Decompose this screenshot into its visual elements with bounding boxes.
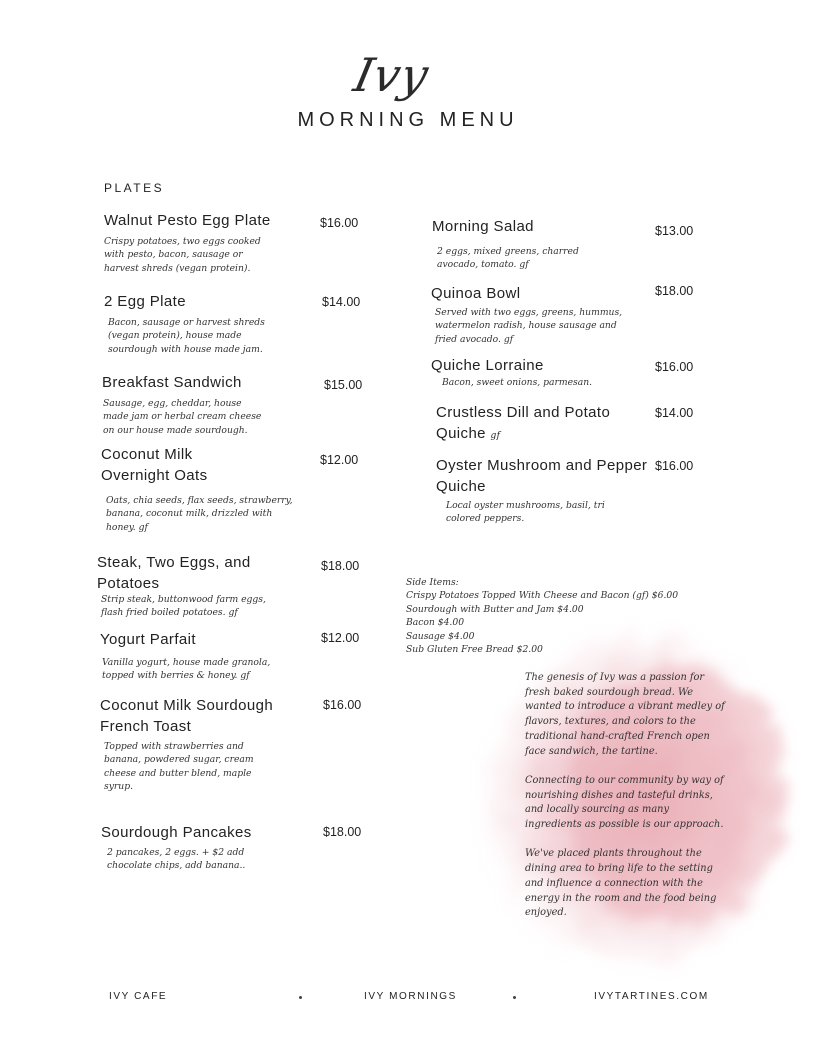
footer-website-link[interactable]: IVYTARTINES.COM xyxy=(594,991,709,1002)
item-name-oyster-mushroom-quiche: Oyster Mushroom and Pepper Quiche xyxy=(436,457,648,495)
item-price-quinoa-bowl: $18.00 xyxy=(655,284,694,298)
footer-tagline: IVY MORNINGS xyxy=(364,991,457,1002)
item-price-oyster-mushroom-quiche: $16.00 xyxy=(655,459,694,473)
gf-tag: gf xyxy=(490,431,501,441)
about-ivy-text xyxy=(525,671,725,936)
item-name-quiche-lorraine: Quiche Lorraine xyxy=(431,357,544,374)
item-name-sourdough-pancakes: Sourdough Pancakes xyxy=(101,824,252,841)
side-item: Sourdough with Butter and Jam $4.00 xyxy=(406,603,584,615)
item-name-morning-salad: Morning Salad xyxy=(432,218,534,235)
side-item: Bacon $4.00 xyxy=(406,617,465,629)
section-heading-plates: PLATES xyxy=(104,181,165,195)
item-desc-morning-salad: 2 eggs, mixed greens, charred avocado, tomato. gf xyxy=(437,246,579,271)
item-price-2-egg-plate: $14.00 xyxy=(322,295,361,309)
item-price-walnut-pesto: $16.00 xyxy=(320,216,359,230)
story-paragraph: The genesis of Ivy was a passion for fresh baked sourdough bread. We wanted to introduce a vibrant medley of flavors, textures, and colors to the traditional hand-crafted French open face sandwich, the tartine. xyxy=(525,672,725,757)
item-price-steak-eggs: $18.00 xyxy=(321,559,360,573)
item-name-yogurt-parfait: Yogurt Parfait xyxy=(100,631,196,648)
item-price-sourdough-pancakes: $18.00 xyxy=(323,825,362,839)
item-desc-quiche-lorraine: Bacon, sweet onions, parmesan. xyxy=(442,377,593,388)
item-desc-yogurt-parfait: Vanilla yogurt, house made granola, topped with berries & honey. gf xyxy=(102,657,271,682)
item-desc-quinoa-bowl: Served with two eggs, greens, hummus, watermelon radish, house sausage and fried avocado. gf xyxy=(435,307,623,345)
item-desc-breakfast-sandwich: Sausage, egg, cheddar, house made jam or herbal cream cheese on our house made sourdough. xyxy=(103,398,262,436)
item-name-breakfast-sandwich: Breakfast Sandwich xyxy=(102,374,242,391)
ivy-logo: Ivy xyxy=(349,48,434,102)
item-price-crustless-quiche: $14.00 xyxy=(655,406,694,420)
item-desc-sourdough-pancakes: 2 pancakes, 2 eggs. + $2 add chocolate chips, add banana.. xyxy=(107,847,246,872)
item-price-breakfast-sandwich: $15.00 xyxy=(324,378,363,392)
story-paragraph: We've placed plants throughout the dining area to bring life to the setting and influence a connection with the energy in the room and the food being enjoyed. xyxy=(525,848,717,919)
item-price-yogurt-parfait: $12.00 xyxy=(321,631,360,645)
item-name-overnight-oats: Coconut Milk Overnight Oats xyxy=(101,446,208,484)
item-price-morning-salad: $13.00 xyxy=(655,224,694,238)
side-item: Sausage $4.00 xyxy=(406,630,475,642)
item-name-quinoa-bowl: Quinoa Bowl xyxy=(431,285,521,302)
item-desc-steak-eggs: Strip steak, buttonwood farm eggs, flash fried boiled potatoes. gf xyxy=(101,594,266,619)
item-desc-walnut-pesto: Crispy potatoes, two eggs cooked with pesto, bacon, sausage or harvest shreds (vegan protein). xyxy=(104,236,261,274)
item-price-overnight-oats: $12.00 xyxy=(320,453,359,467)
side-items-list xyxy=(406,576,726,656)
item-name-2-egg-plate: 2 Egg Plate xyxy=(104,293,186,310)
item-desc-french-toast: Topped with strawberries and banana, powdered sugar, cream cheese and butter blend, maple syrup. xyxy=(104,741,254,793)
item-desc-2-egg-plate: Bacon, sausage or harvest shreds (vegan protein), house made sourdough with house made jam. xyxy=(108,317,265,355)
side-item: Crispy Potatoes Topped With Cheese and Bacon (gf) $6.00 xyxy=(406,590,679,602)
item-name-french-toast: Coconut Milk Sourdough French Toast xyxy=(100,697,274,735)
footer-cafe-name: IVY CAFE xyxy=(109,991,168,1002)
item-price-quiche-lorraine: $16.00 xyxy=(655,360,694,374)
item-desc-overnight-oats: Oats, chia seeds, flax seeds, strawberry, banana, coconut milk, drizzled with honey. gf xyxy=(106,495,293,533)
item-name-steak-eggs: Steak, Two Eggs, and Potatoes xyxy=(97,554,251,592)
footer-separator-dot xyxy=(299,996,302,999)
item-price-french-toast: $16.00 xyxy=(323,698,362,712)
story-paragraph: Connecting to our community by way of nourishing dishes and tasteful drinks, and locally sourcing as many ingredients as possible is our approach. xyxy=(525,774,724,831)
side-item: Sub Gluten Free Bread $2.00 xyxy=(406,644,543,656)
side-items-heading: Side Items: xyxy=(406,577,459,588)
footer-separator-dot xyxy=(513,996,516,999)
item-name-walnut-pesto: Walnut Pesto Egg Plate xyxy=(104,212,271,229)
item-desc-oyster-mushroom-quiche: Local oyster mushrooms, basil, tri colored peppers. xyxy=(446,500,605,525)
page-title: MORNING MENU xyxy=(297,109,519,131)
item-name-crustless-quiche: Crustless Dill and Potato Quiche gf xyxy=(436,404,611,442)
